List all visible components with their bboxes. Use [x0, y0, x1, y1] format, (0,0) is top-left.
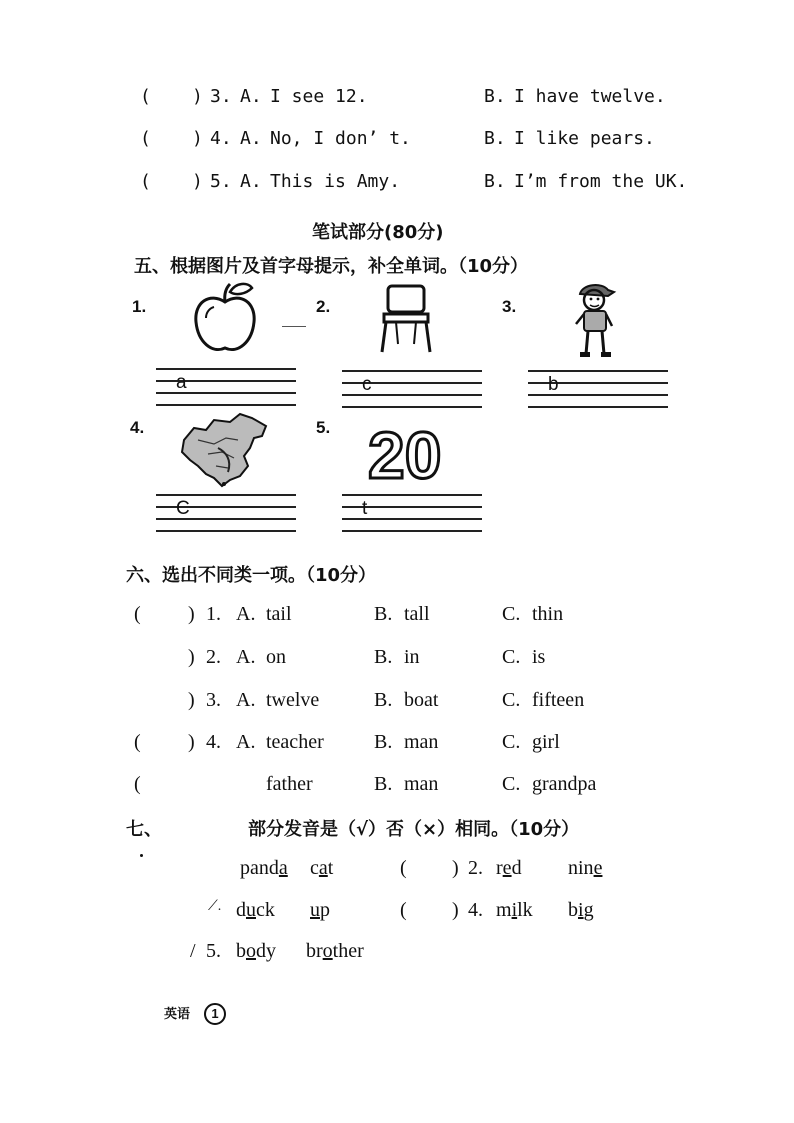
item-number: 4. [130, 418, 145, 437]
option-a-text: twelve [266, 689, 320, 711]
option-a-text: teacher [266, 731, 324, 753]
option-b-label: B. [374, 731, 393, 753]
footer-subject: 英语 [164, 1007, 191, 1022]
item-number: 3. [502, 297, 517, 316]
smudge-dot [140, 854, 143, 857]
section6-title: 六、选出不同类一项。（10分） [126, 565, 377, 586]
option-c-label: C. [502, 646, 521, 668]
word-cat: cat [310, 857, 334, 879]
option-a-label: A. [236, 731, 256, 753]
answer-bracket: ( [400, 899, 407, 921]
answer-bracket: ( [134, 773, 141, 795]
option-b-text: in [404, 646, 420, 668]
word-big: big [568, 899, 594, 921]
word-milk: milk [496, 899, 533, 921]
divider [282, 326, 306, 327]
letter-hint: t [362, 498, 368, 519]
section7-title: 部分发音是（√）否（×）相同。（10分） [248, 819, 580, 840]
question-number: 2. [206, 646, 221, 668]
question-number: 4. [206, 731, 221, 753]
question-number: 5. [206, 940, 221, 962]
option-b-label: B. [484, 128, 506, 149]
option-a-text: I see 12. [270, 86, 368, 107]
option-c-text: thin [532, 603, 564, 625]
option-a-text: No, I don’ t. [270, 128, 411, 149]
option-a-label: A. [236, 646, 256, 668]
option-b-label: B. [374, 773, 393, 795]
option-a-text: tail [266, 603, 292, 625]
question-number: 5. [210, 171, 232, 192]
option-c-text: grandpa [532, 773, 597, 795]
word-duck: duck [236, 899, 275, 921]
partial-mark: ⟋. [208, 899, 222, 914]
option-c-label: C. [502, 603, 521, 625]
option-b-label: B. [374, 689, 393, 711]
option-c-label: C. [502, 689, 521, 711]
option-c-text: fifteen [532, 689, 585, 711]
word-body: body [236, 940, 276, 962]
answer-bracket: ( [140, 171, 151, 192]
option-a-text: father [266, 773, 313, 795]
option-c-text: is [532, 646, 546, 668]
section5-title: 五、根据图片及首字母提示，补全单词。（10分） [134, 256, 529, 277]
item-number: 2. [316, 297, 331, 316]
writing-lines[interactable] [528, 370, 668, 408]
answer-bracket-close: ) [188, 731, 195, 753]
option-a-text: on [266, 646, 286, 668]
answer-bracket: ( [140, 86, 151, 107]
question-number: 1. [206, 603, 221, 625]
partial-mark: / [190, 940, 196, 962]
option-b-text: I’m from the UK. [514, 171, 688, 192]
option-b-label: B. [484, 86, 506, 107]
footer-page-number: 1 [204, 1003, 226, 1025]
china-map-icon [178, 410, 270, 488]
word-panda: panda [240, 857, 288, 879]
question-number: 4. [468, 899, 483, 921]
word-red: red [496, 857, 522, 879]
option-b-label: B. [374, 646, 393, 668]
option-a-label: A. [240, 171, 262, 192]
answer-bracket-close: ) [452, 899, 459, 921]
option-b-text: I have twelve. [514, 86, 666, 107]
writing-lines[interactable] [156, 368, 296, 406]
chair-icon [376, 282, 436, 356]
question-number: 3. [210, 86, 232, 107]
letter-hint: b [548, 374, 559, 395]
option-b-text: tall [404, 603, 430, 625]
option-c-label: C. [502, 731, 521, 753]
word-brother: brother [306, 940, 364, 962]
option-b-text: I like pears. [514, 128, 655, 149]
option-b-text: man [404, 731, 439, 753]
answer-bracket-close: ) [192, 86, 203, 107]
answer-bracket: ( [400, 857, 407, 879]
number-20-text: 20 [368, 418, 442, 486]
answer-bracket: ( [134, 731, 141, 753]
question-number: 4. [210, 128, 232, 149]
writing-lines[interactable] [156, 494, 296, 532]
answer-bracket-close: ) [192, 171, 203, 192]
option-a-text: This is Amy. [270, 171, 401, 192]
writing-lines[interactable] [342, 370, 482, 408]
option-b-text: boat [404, 689, 439, 711]
answer-bracket-close: ) [188, 689, 195, 711]
question-number: 3. [206, 689, 221, 711]
word-nine: nine [568, 857, 603, 879]
option-b-text: man [404, 773, 439, 795]
answer-bracket-close: ) [192, 128, 203, 149]
answer-bracket-close: ) [452, 857, 459, 879]
section7-number: 七、 [126, 819, 162, 840]
letter-hint: C [176, 498, 190, 519]
letter-hint: a [176, 372, 187, 393]
boy-icon [572, 280, 618, 360]
answer-bracket-close: ) [188, 646, 195, 668]
question-number: 2. [468, 857, 483, 879]
option-a-label: A. [236, 603, 256, 625]
written-part-title: 笔试部分(80分) [312, 222, 444, 243]
option-c-text: girl [532, 731, 560, 753]
item-number: 5. [316, 418, 331, 437]
answer-bracket-close: ) [188, 603, 195, 625]
option-b-label: B. [484, 171, 506, 192]
apple-icon [190, 280, 260, 356]
word-up: up [310, 899, 330, 921]
writing-lines[interactable] [342, 494, 482, 532]
number-20-icon [366, 418, 452, 486]
answer-bracket: ( [140, 128, 151, 149]
option-a-label: A. [240, 86, 262, 107]
option-b-label: B. [374, 603, 393, 625]
option-c-label: C. [502, 773, 521, 795]
option-a-label: A. [236, 689, 256, 711]
letter-hint: c [362, 374, 372, 395]
item-number: 1. [132, 297, 147, 316]
option-a-label: A. [240, 128, 262, 149]
answer-bracket: ( [134, 603, 141, 625]
